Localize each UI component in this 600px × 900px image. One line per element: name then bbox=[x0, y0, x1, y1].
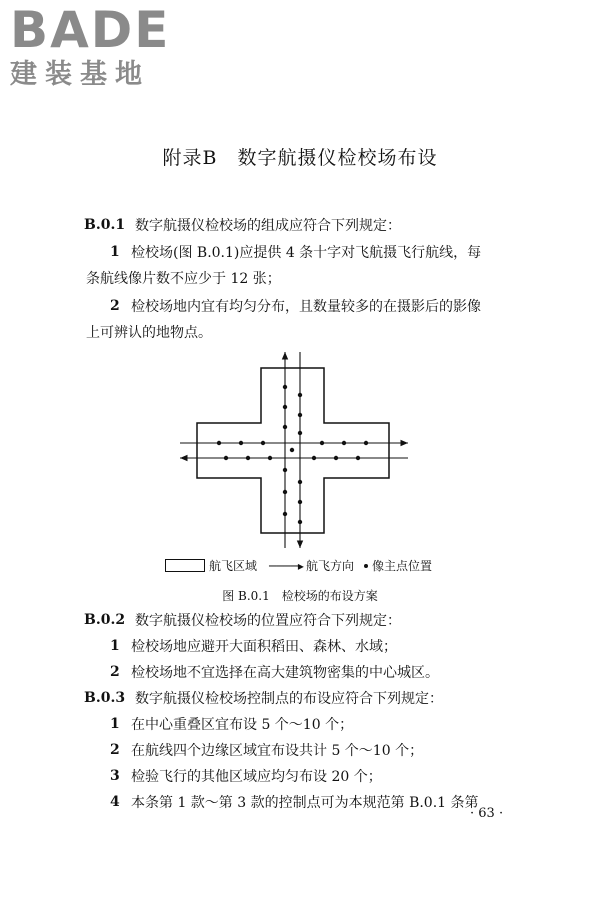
principal-point bbox=[298, 413, 302, 417]
item-number: 1 bbox=[110, 638, 120, 654]
item-text: 检校场地内宜有均匀分布，且数量较多的在摄影后的影像 bbox=[131, 299, 481, 315]
legend-direction-label: 航飞方向 bbox=[305, 559, 354, 573]
item-text-continued: 条航线像片数不应少于 12 张； bbox=[86, 271, 281, 287]
item-text: 检校场地不宜选择在高大建筑物密集的中心城区。 bbox=[131, 665, 439, 681]
principal-point bbox=[298, 431, 302, 435]
section-text-b03: 数字航摄仪检校场控制点的布设应符合下列规定： bbox=[135, 691, 443, 707]
legend-point-icon bbox=[364, 564, 368, 568]
item-number: 1 bbox=[110, 716, 120, 732]
principal-point bbox=[283, 512, 287, 516]
principal-point bbox=[364, 441, 368, 445]
item-number: 4 bbox=[110, 794, 120, 810]
principal-point bbox=[224, 456, 228, 460]
item-text: 检验飞行的其他区域应均匀布设 20 个； bbox=[131, 769, 382, 785]
principal-point bbox=[246, 456, 250, 460]
principal-point bbox=[356, 456, 360, 460]
item-text: 检校场(图 B.0.1)应提供 4 条十字对飞航摄飞行航线，每 bbox=[131, 245, 482, 261]
principal-point bbox=[298, 393, 302, 397]
item-number: 3 bbox=[110, 768, 120, 784]
item-number: 1 bbox=[110, 244, 120, 260]
principal-point bbox=[290, 448, 294, 452]
logo-subtitle: 建装基地 bbox=[10, 59, 150, 90]
legend-area-label: 航飞区域 bbox=[209, 559, 258, 573]
figure-legend bbox=[165, 557, 432, 574]
principal-points bbox=[217, 385, 368, 524]
principal-point bbox=[312, 456, 316, 460]
page-number: · 63 · bbox=[470, 806, 504, 821]
section-number-b02: B.0.2 bbox=[84, 612, 126, 628]
principal-point bbox=[320, 441, 324, 445]
principal-point bbox=[239, 441, 243, 445]
principal-point bbox=[283, 490, 287, 494]
principal-point bbox=[283, 385, 287, 389]
principal-point bbox=[298, 520, 302, 524]
legend-area-swatch bbox=[165, 559, 205, 572]
legend-arrow-icon: ────▸ bbox=[269, 558, 304, 573]
logo-brand: BADE bbox=[10, 1, 171, 59]
principal-point bbox=[261, 441, 265, 445]
legend-point-label: 像主点位置 bbox=[371, 559, 432, 573]
item-text: 在中心重叠区宜布设 5 个～10 个； bbox=[131, 717, 354, 733]
principal-point bbox=[283, 405, 287, 409]
section-text-b01: 数字航摄仪检校场的组成应符合下列规定： bbox=[135, 218, 401, 234]
principal-point bbox=[268, 456, 272, 460]
page-title: 附录B 数字航摄仪检校场布设 bbox=[162, 147, 438, 169]
item-text: 本条第 1 款～第 3 款的控制点可为本规范第 B.0.1 条第 bbox=[131, 795, 479, 811]
section-number-b01: B.0.1 bbox=[84, 217, 126, 233]
item-text-continued: 上可辨认的地物点。 bbox=[86, 325, 212, 341]
item-number: 2 bbox=[110, 664, 120, 680]
principal-point bbox=[334, 456, 338, 460]
principal-point bbox=[298, 480, 302, 484]
figure-caption: 图 B.0.1 检校场的布设方案 bbox=[222, 589, 378, 603]
item-number: 2 bbox=[110, 742, 120, 758]
item-text: 检校场地应避开大面积稻田、森林、水域； bbox=[131, 639, 397, 655]
principal-point bbox=[283, 468, 287, 472]
item-text: 在航线四个边缘区域宜布设共计 5 个～10 个； bbox=[131, 743, 424, 759]
principal-point bbox=[342, 441, 346, 445]
principal-point bbox=[283, 425, 287, 429]
section-number-b03: B.0.3 bbox=[84, 690, 126, 706]
principal-point bbox=[298, 500, 302, 504]
item-number: 2 bbox=[110, 298, 120, 314]
principal-point bbox=[217, 441, 221, 445]
section-text-b02: 数字航摄仪检校场的位置应符合下列规定： bbox=[135, 613, 401, 629]
